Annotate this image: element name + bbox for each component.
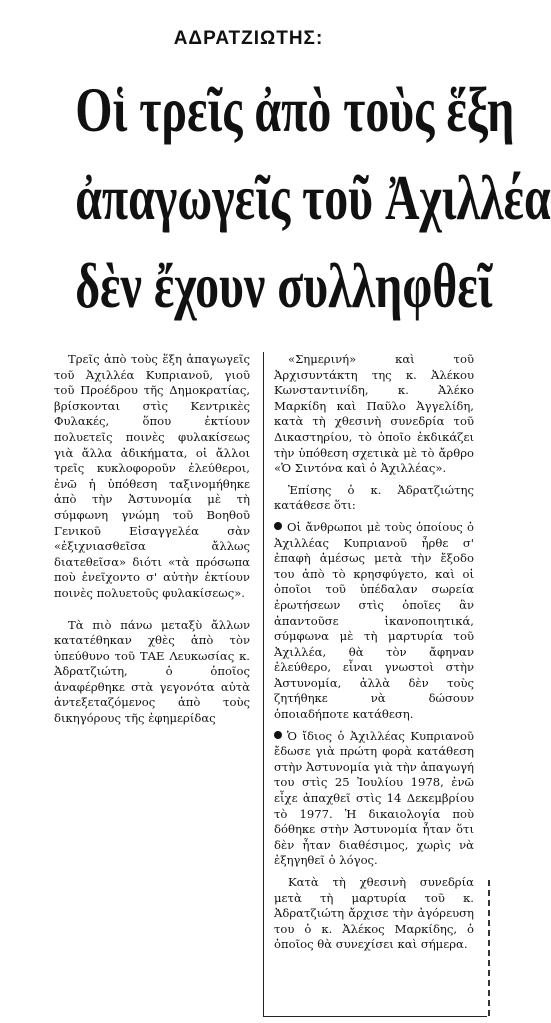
article-paragraph: Κατὰ τὴ χθεσινὴ συνεδρία μετὰ τὴ μαρτυρία τοῦ κ. Ἀδρατζιώτη ἄρχισε τὴν ἀγόρευση του ὁ κ. Ἀλέκος Μαρκίδης, ὁ ὁποῖος θὰ συνεχίσει καὶ σήμερα.	[274, 875, 474, 952]
bullet-paragraph	[274, 520, 474, 723]
headline	[75, 66, 551, 330]
headline-line-2: ἀπαγωγεῖς τοῦ Ἀχιλλέα	[75, 163, 551, 233]
bullet-text: Οἱ ἄνθρωποι μὲ τοὺς ὁποίους ὁ Ἀχιλλέας Κυπριανοῦ ἦρθε σ' ἐπαφὴ ἀμέσως μετὰ τὴν ἔξοδο του ἀπὸ τὸ κρησφύγετο, καὶ οἱ ὁποῖοι τοῦ ὑπέδαλαν σωρεία ἐρωτήσεων στὶς ὁποῖες ἂν ἀπαντοῦσε ἱκανοποιητικά, σύμφωνα μὲ τὴ μαρτυρία τοῦ Ἀχιλλέα, θὰ τὸν ἄφηναν ἐλεύθερο, εἶναι γνωστοὶ στὴν Ἀστυνομία, ἀλλὰ δὲν τοὺς ζητήθηκε νὰ δώσουν ὁποιαδήποτε κατάθεση.	[274, 519, 474, 722]
bullet-icon	[274, 522, 282, 530]
article-column-right	[274, 352, 474, 953]
bullet-paragraph	[274, 729, 474, 869]
clipping-edge	[488, 880, 490, 1016]
article-paragraph: Τὰ πιὸ πάνω μεταξὺ ἄλλων κατατέθηκαν χθὲς ἀπὸ τὸν ὑπεύθυνο τοῦ ΤΑΕ Λευκωσίας κ. Ἀδρατζιώτη, ὁ ὁποῖος ἀναφέρθηκε στὰ γεγονότα αὐτὰ ἀντεξεταζόμενος ἀπὸ τοὺς δικηγόρους τῆς ἐφημερίδας	[54, 617, 250, 726]
column-divider	[263, 352, 264, 1017]
article-paragraph: «Σημερινή» καὶ τοῦ Ἀρχισυντάκτη της κ. Ἀλέκου Κωνσταντινίδη, κ. Ἀλέκο Μαρκίδη καὶ Παῦλο Ἀγγελίδη, κατὰ τὴ χθεσινὴ συνεδρία τοῦ Δικαστηρίου, τὸ ὁποῖο ἐκδικάζει τὴν ὑπόθεση σχετικὰ μὲ τὸ ἄρθρο «Ὁ Σιντόνα καὶ ὁ Ἀχιλλέας».	[274, 352, 474, 476]
bottom-divider	[263, 1016, 487, 1017]
article-column-left	[54, 352, 250, 727]
headline-line-1: Οἱ τρεῖς ἀπὸ τοὺς ἕξη	[75, 75, 515, 145]
bullet-text: Ὁ ἴδιος ὁ Ἀχιλλέας Κυπριανοῦ ἔδωσε γιὰ πρώτη φορὰ κατάθεση στὴν Ἀστυνομία γιὰ τὴν ἀπαγωγή του στὶς 25 Ἰουλίου 1978, ἐνῶ εἶχε ἀπαχθεῖ στὶς 14 Δεκεμβρίου τὸ 1977. Ἡ δικαιολογία ποὺ δόθηκε στὴν Ἀστυνομία ἦταν ὅτι δὲν ἦταν διαθέσιμος, χωρὶς νὰ ἐξηγηθεῖ ὁ λόγος.	[274, 728, 474, 868]
headline-line-3: δὲν ἔχουν συλληφθεῖ	[75, 251, 493, 321]
kicker-label: ΑΔΡΑΤΖΙΩΤΗΣ:	[173, 28, 324, 49]
article-paragraph: Τρεῖς ἀπὸ τοὺς ἕξη ἀπαγωγεῖς τοῦ Ἀχιλλέα Κυπριανοῦ, γιοῦ τοῦ Προέδρου τῆς Δημοκρατίας, βρίσκονται στὶς Κεντρικὲς Φυλακές, ὅπου ἐκτίουν πολυετεῖς ποινὲς φυλακίσεως γιὰ ἄλλα ἀδικήματα, οἱ ἄλλοι τρεῖς κυκλοφοροῦν ἐλεύθεροι, ἐνῶ ἡ ὑπόθεση ταξινομήθηκε ἀπὸ τὴν Ἀστυνομία μὲ τὴ σύμφωνη γνώμη τοῦ Βοηθοῦ Γενικοῦ Εἰσαγγελέα σὰν «ἐξιχνιασθεῖσα ἄλλως διατεθεῖσα» διότι «τὰ πρόσωπα ποὺ ἐνεῖχοντο σ' αὐτὴν ἐκτίουν ποινὲς πολυετοῦς φυλακίσεως».	[54, 352, 250, 600]
bullet-icon	[274, 731, 282, 739]
article-paragraph: Ἐπίσης ὁ κ. Ἀδρατζιώτης κατάθεσε ὅτι:	[274, 482, 474, 513]
